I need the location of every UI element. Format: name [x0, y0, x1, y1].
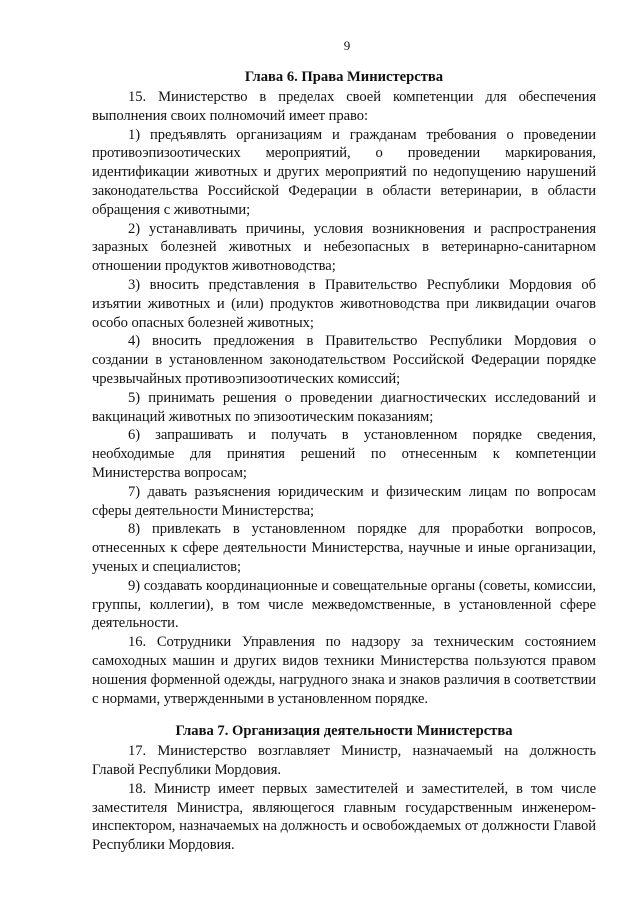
paragraph-15-item-9: 9) создавать координационные и совещательные органы (советы, комиссии, группы, коллегии), в том числе межведомственные, в установленной сфере деятельности.	[92, 577, 596, 632]
document-page	[92, 38, 596, 855]
chapter-7-title: Глава 7. Организация деятельности Министерства	[175, 723, 513, 740]
paragraph-15: 15. Министерство в пределах своей компетенции для обеспечения выполнения своих полномочий имеет право:	[92, 89, 596, 124]
page-number: 9	[343, 38, 351, 53]
paragraph-15-item-1: 1) предъявлять организациям и гражданам требования о проведении противоэпизоотических мероприятий, о проведении маркирования, идентификации животных и других мероприятий по недопущению нарушений законодательства Российской Федерации в области ветеринарии, в области обращения с животными;	[92, 126, 596, 218]
paragraph-17: 17. Министерство возглавляет Министр, назначаемый на должность Главой Республики Мордовия.	[92, 743, 596, 779]
paragraph-15-item-5: 5) принимать решения о проведении диагностических исследований и вакцинаций животных по эпизоотическим показаниям;	[92, 389, 596, 425]
paragraph-15-item-3: 3) вносить представления в Правительство Республики Мордовия об изъятии животных и (или) продуктов животноводства при ликвидации очагов особо опасных болезней животных;	[92, 276, 596, 331]
paragraph-18: 18. Министр имеет первых заместителей и заместителей, в том числе заместителя Министра, являющегося главным государственным инженером-инспектором, назначаемых на должность и освобождаемых от должности Главой Республики Мордовия.	[92, 780, 596, 854]
paragraph-15-item-8: 8) привлекать в установленном порядке для проработки вопросов, отнесенных к сфере деятельности Министерства, научные и иные организации, ученых и специалистов;	[92, 521, 596, 575]
paragraph-16: 16. Сотрудники Управления по надзору за техническим состоянием самоходных машин и других видов техники Министерства пользуются правом ношения форменной одежды, нагрудного знака и знаков различия в соответствии с нормами, утвержденными в установленном порядке.	[92, 634, 596, 707]
paragraph-15-item-6: 6) запрашивать и получать в установленном порядке сведения, необходимые для принятия решений по отнесенным к компетенции Министерства вопросам;	[92, 427, 596, 481]
paragraph-15-item-7: 7) давать разъяснения юридическим и физическим лицам по вопросам сферы деятельности Министерства;	[92, 483, 596, 519]
chapter-6-title: Глава 6. Права Министерства	[244, 69, 444, 85]
paragraph-15-item-2: 2) устанавливать причины, условия возникновения и распространения заразных болезней животных и небезопасных в ветеринарно-санитарном отношении продуктов животноводства;	[92, 220, 596, 275]
paragraph-15-item-4: 4) вносить предложения в Правительство Республики Мордовия о создании в установленном законодательством Российской Федерации порядке чрезвычайных противоэпизоотических комиссий;	[92, 333, 596, 387]
